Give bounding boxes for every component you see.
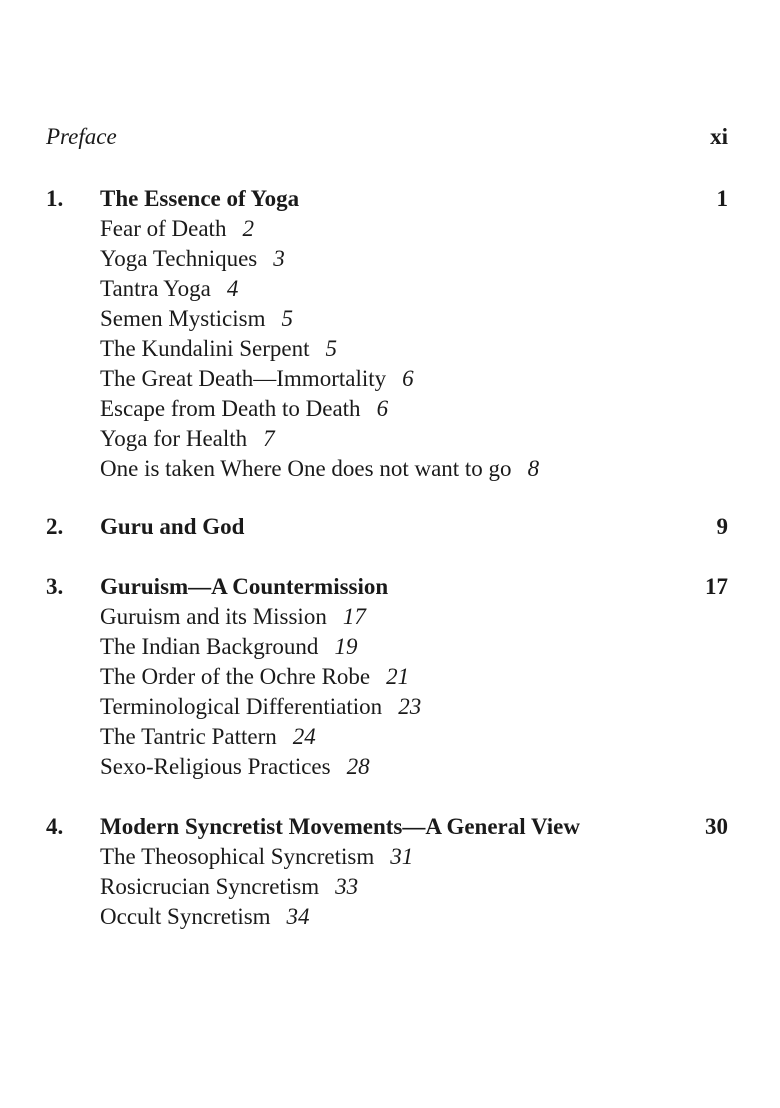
chapter-heading xyxy=(46,186,728,216)
section-page-number: 34 xyxy=(286,904,310,929)
chapter-title: The Essence of Yoga xyxy=(100,186,300,211)
section-page-number: 5 xyxy=(325,336,338,361)
chapter-page-number: 1 xyxy=(716,186,728,211)
chapter-2 xyxy=(46,514,728,544)
section-page-number: 19 xyxy=(334,634,358,659)
chapter-title: Modern Syncretist Movements—A General View xyxy=(100,814,580,839)
section-page-number: 6 xyxy=(402,366,414,391)
section-page-number: 28 xyxy=(346,754,370,779)
section-page-number: 3 xyxy=(273,246,285,271)
section-entry xyxy=(46,874,728,904)
section-page-number: 17 xyxy=(342,604,366,629)
section-page-number: 7 xyxy=(263,426,275,451)
section-page-number: 31 xyxy=(390,844,414,869)
section-page-number: 8 xyxy=(527,456,540,481)
section-entry xyxy=(46,904,728,934)
chapter-number: 4. xyxy=(46,814,64,839)
chapter-page-number: 17 xyxy=(705,574,728,599)
section-entry xyxy=(46,664,728,694)
chapter-1 xyxy=(46,186,728,486)
section-title: Rosicrucian Syncretism xyxy=(100,874,320,899)
section-entry xyxy=(46,694,728,724)
chapter-3 xyxy=(46,574,728,784)
section-entry xyxy=(46,366,728,396)
section-title: Fear of Death xyxy=(100,216,227,241)
section-title: Semen Mysticism xyxy=(100,306,266,331)
section-entry xyxy=(46,456,728,486)
section-title: Escape from Death to Death xyxy=(100,396,361,421)
section-page-number: 21 xyxy=(386,664,410,689)
section-page-number: 6 xyxy=(376,396,389,421)
section-entry xyxy=(46,276,728,306)
preface-page-number: xi xyxy=(710,124,728,149)
section-title: The Indian Background xyxy=(100,634,319,659)
section-page-number: 2 xyxy=(242,216,254,241)
section-page-number: 23 xyxy=(398,694,422,719)
chapter-number: 3. xyxy=(46,574,64,599)
section-entry xyxy=(46,246,728,276)
section-title: The Kundalini Serpent xyxy=(100,336,310,361)
section-title: Occult Syncretism xyxy=(100,904,271,929)
section-title: The Order of the Ochre Robe xyxy=(100,664,371,689)
chapter-heading xyxy=(46,574,728,604)
section-title: Yoga Techniques xyxy=(100,246,258,271)
section-entry xyxy=(46,754,728,784)
chapter-number: 1. xyxy=(46,186,64,211)
section-title: The Theosophical Syncretism xyxy=(100,844,375,869)
section-title: One is taken Where One does not want to go xyxy=(100,456,512,481)
chapter-heading xyxy=(46,814,728,844)
section-title: Terminological Differentiation xyxy=(100,694,383,719)
section-entry xyxy=(46,306,728,336)
section-title: The Tantric Pattern xyxy=(100,724,277,749)
section-page-number: 33 xyxy=(335,874,359,899)
chapter-title: Guruism—A Countermission xyxy=(100,574,389,599)
section-title: Tantra Yoga xyxy=(100,276,211,301)
section-page-number: 24 xyxy=(292,724,316,749)
chapter-heading xyxy=(46,514,728,544)
section-title: The Great Death—Immortality xyxy=(100,366,387,391)
section-title: Yoga for Health xyxy=(100,426,248,451)
section-entry xyxy=(46,396,728,426)
chapter-4 xyxy=(46,814,728,934)
section-entry xyxy=(46,844,728,874)
toc-entry-preface xyxy=(46,124,728,156)
section-entry xyxy=(46,724,728,754)
section-entry xyxy=(46,336,728,366)
chapter-page-number: 30 xyxy=(705,814,728,839)
section-entry xyxy=(46,426,728,456)
preface-label: Preface xyxy=(46,124,117,149)
chapter-number: 2. xyxy=(46,514,64,539)
section-entry xyxy=(46,604,728,634)
section-page-number: 5 xyxy=(281,306,293,331)
section-page-number: 4 xyxy=(226,276,239,301)
chapter-page-number: 9 xyxy=(716,514,728,539)
section-entry xyxy=(46,634,728,664)
section-title: Guruism and its Mission xyxy=(100,604,327,629)
section-entry xyxy=(46,216,728,246)
section-title: Sexo-Religious Practices xyxy=(100,754,331,779)
chapter-title: Guru and God xyxy=(100,514,245,539)
